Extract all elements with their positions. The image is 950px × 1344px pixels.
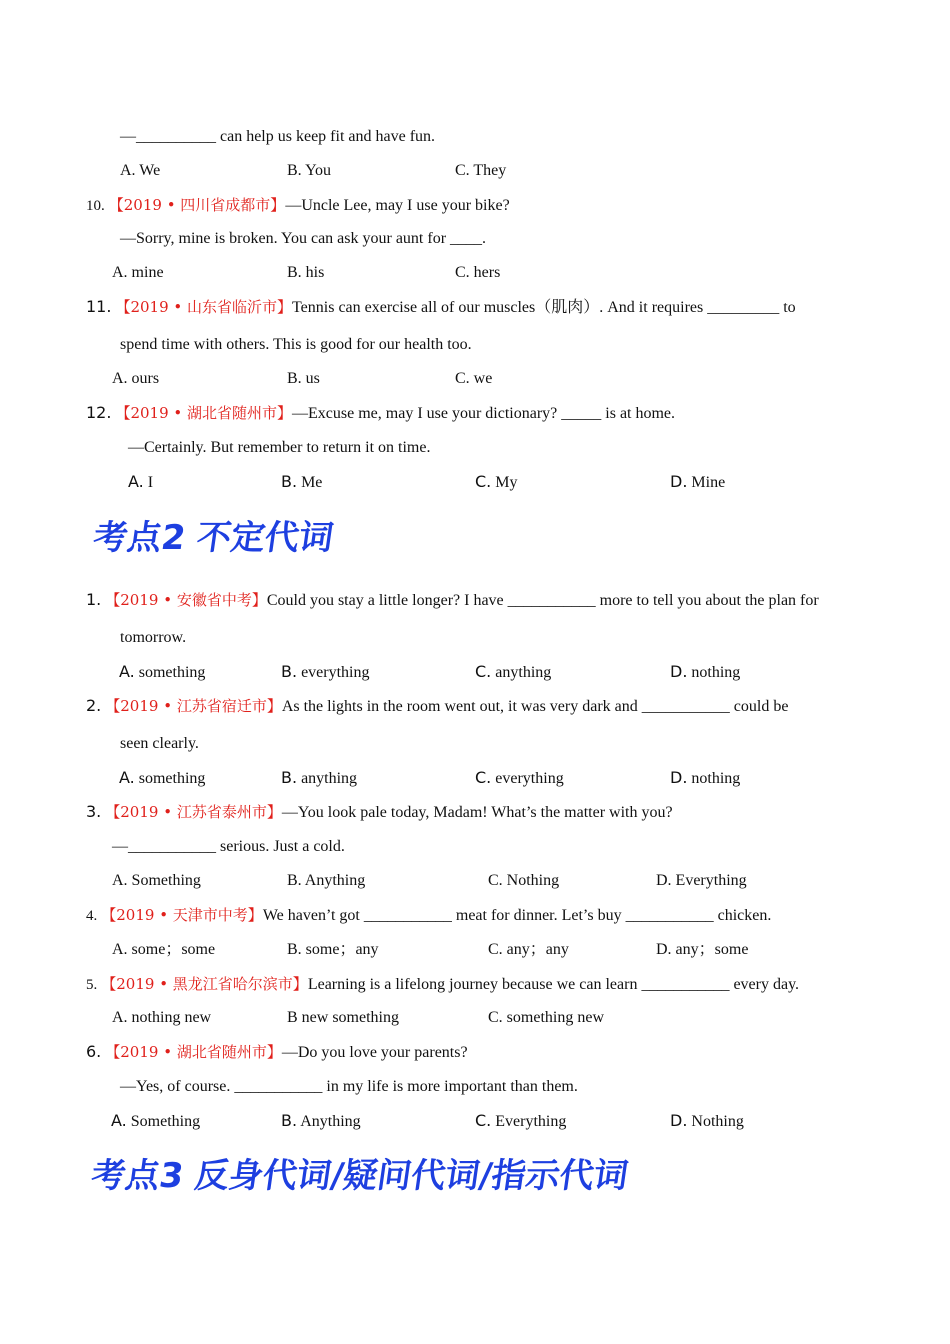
question-11 <box>86 297 796 318</box>
option-letter: B. <box>281 1111 298 1130</box>
option-a <box>111 1111 200 1132</box>
question-number: 3. <box>86 802 102 821</box>
option-text: Me <box>301 474 323 491</box>
question-text: We haven’t got ___________ meat for dinner. Let’s buy ___________ chicken. <box>262 907 772 924</box>
option-c: C. hers <box>455 264 501 281</box>
option-c <box>475 1111 566 1132</box>
question-number: 11. <box>86 297 112 316</box>
option-text: Mine <box>691 474 726 491</box>
option-letter: A. <box>119 768 135 787</box>
option-c: C. They <box>455 162 507 179</box>
source-tag: 【2019 • 安徽省中考】 <box>105 591 267 609</box>
option-letter: D. <box>670 1111 688 1130</box>
question-text: —Uncle Lee, may I use your bike? <box>285 197 510 214</box>
option-d <box>670 1111 744 1132</box>
option-b: B new something <box>287 1009 399 1026</box>
option-letter: B. <box>281 768 298 787</box>
option-text: I <box>147 474 154 491</box>
option-d <box>670 472 725 493</box>
option-letter: D. <box>670 472 688 491</box>
question-5 <box>86 974 799 995</box>
question-line: —__________ can help us keep fit and have fun. <box>120 128 436 145</box>
option-a: A. ours <box>112 370 160 387</box>
source-tag: 【2019 • 湖北省随州市】 <box>115 404 293 422</box>
option-b: B. some；any <box>287 941 379 958</box>
option-b: B. Anything <box>287 872 366 889</box>
option-d <box>670 768 740 789</box>
question-line: spend time with others. This is good for our health too. <box>120 336 472 353</box>
option-a <box>119 768 205 789</box>
question-4 <box>86 905 771 926</box>
option-b <box>281 768 357 789</box>
option-a: A. nothing new <box>112 1009 212 1026</box>
option-b <box>281 1111 361 1132</box>
option-b <box>281 662 369 683</box>
option-a: A. mine <box>112 264 164 281</box>
source-tag: 【2019 • 江苏省泰州市】 <box>105 803 282 821</box>
question-1 <box>86 590 819 611</box>
question-line: seen clearly. <box>120 735 199 752</box>
section-heading: 考点2 不定代词 <box>90 518 336 558</box>
source-tag: 【2019 • 江苏省宿迁市】 <box>105 697 282 715</box>
option-a: A. some；some <box>112 941 216 958</box>
option-b <box>281 472 322 493</box>
question-line: —Certainly. But remember to return it on time. <box>128 439 431 456</box>
question-number: 12. <box>86 403 112 422</box>
option-b: B. his <box>287 264 325 281</box>
question-text: Tennis can exercise all of our muscles（肌肉）. And it requires _________ to <box>292 299 796 316</box>
option-letter: A. <box>128 472 144 491</box>
option-text: Anything <box>300 1113 361 1130</box>
question-line: —Yes, of course. ___________ in my life is more important than them. <box>120 1078 578 1095</box>
question-line: tomorrow. <box>120 629 187 646</box>
option-a <box>128 472 153 493</box>
option-letter: C. <box>475 1111 492 1130</box>
option-c: C. something new <box>488 1009 604 1026</box>
option-c <box>475 768 564 789</box>
question-text: —Excuse me, may I use your dictionary? _____ is at home. <box>292 405 676 422</box>
option-d: D. Everything <box>656 872 747 889</box>
question-number: 6. <box>86 1042 102 1061</box>
option-text: Something <box>130 1113 201 1130</box>
question-2 <box>86 696 788 717</box>
source-tag: 【2019 • 黑龙江省哈尔滨市】 <box>101 975 308 993</box>
option-d <box>670 662 740 683</box>
question-3 <box>86 802 673 823</box>
question-10 <box>86 195 510 216</box>
source-tag: 【2019 • 天津市中考】 <box>101 906 263 924</box>
option-c: C. any；any <box>488 941 569 958</box>
option-letter: C. <box>475 768 492 787</box>
question-12 <box>86 403 675 424</box>
section-heading: 考点3 反身代词/疑问代词/指示代词 <box>88 1156 631 1196</box>
option-text: nothing <box>691 770 741 787</box>
option-text: everything <box>301 664 370 681</box>
option-letter: D. <box>670 768 688 787</box>
option-b: B. us <box>287 370 320 387</box>
question-text: —You look pale today, Madam! What’s the matter with you? <box>281 804 673 821</box>
option-text: anything <box>301 770 358 787</box>
option-text: something <box>138 770 206 787</box>
question-text: —Do you love your parents? <box>281 1044 468 1061</box>
option-c: C. we <box>455 370 493 387</box>
question-number: 1. <box>86 590 102 609</box>
option-letter: D. <box>670 662 688 681</box>
option-text: anything <box>495 664 552 681</box>
option-text: nothing <box>691 664 741 681</box>
option-letter: A. <box>111 1111 127 1130</box>
question-number: 10. <box>86 198 105 214</box>
option-letter: B. <box>281 472 298 491</box>
option-letter: C. <box>475 662 492 681</box>
source-tag: 【2019 • 山东省临沂市】 <box>115 298 293 316</box>
option-c: C. Nothing <box>488 872 560 889</box>
question-line: —___________ serious. Just a cold. <box>112 838 345 855</box>
option-b: B. You <box>287 162 332 179</box>
option-letter: C. <box>475 472 492 491</box>
option-a: A. Something <box>112 872 201 889</box>
option-a: A. We <box>120 162 161 179</box>
option-text: Nothing <box>691 1113 744 1130</box>
question-number: 2. <box>86 696 102 715</box>
option-letter: B. <box>281 662 298 681</box>
question-text: As the lights in the room went out, it was very dark and ___________ could be <box>281 698 789 715</box>
option-c <box>475 472 518 493</box>
source-tag: 【2019 • 湖北省随州市】 <box>105 1043 282 1061</box>
question-number: 5. <box>86 977 98 993</box>
question-number: 4. <box>86 908 98 924</box>
option-d: D. any；some <box>656 941 749 958</box>
source-tag: 【2019 • 四川省成都市】 <box>108 196 286 214</box>
question-line: —Sorry, mine is broken. You can ask your aunt for ____. <box>120 230 487 247</box>
option-text: something <box>138 664 206 681</box>
question-text: Learning is a lifelong journey because we can learn ___________ every day. <box>307 976 800 993</box>
option-text: My <box>495 474 518 491</box>
option-a <box>119 662 205 683</box>
option-c <box>475 662 551 683</box>
option-text: everything <box>495 770 564 787</box>
question-6 <box>86 1042 468 1063</box>
question-text: Could you stay a little longer? I have ___________ more to tell you about the plan for <box>266 592 819 609</box>
option-letter: A. <box>119 662 135 681</box>
option-text: Everything <box>495 1113 567 1130</box>
